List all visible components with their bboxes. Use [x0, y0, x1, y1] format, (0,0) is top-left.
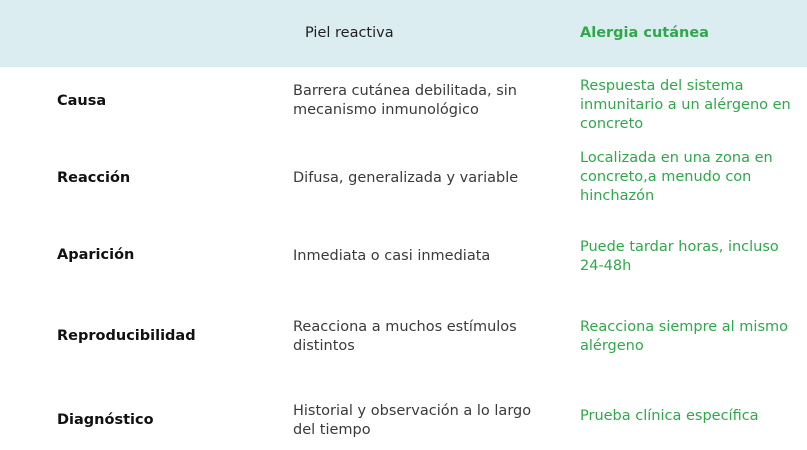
- cell-alergia-diagnostico: Prueba clínica específica: [580, 408, 759, 424]
- column-header-alergia-cutanea: Alergia cutánea: [580, 25, 709, 41]
- row-label-reaccion: Reacción: [57, 170, 131, 186]
- column-header-piel-reactiva: Piel reactiva: [305, 25, 394, 41]
- table-header: [0, 0, 807, 67]
- cell-piel-aparicion: Inmediata o casi inmediata: [293, 248, 491, 264]
- row-label-aparicion: Aparición: [57, 247, 135, 263]
- cell-alergia-causa: Respuesta del sistema inmunitario a un alérgeno en concreto: [580, 78, 791, 132]
- cell-piel-reproducibilidad: Reacciona a muchos estímulos distintos: [293, 319, 517, 354]
- cell-alergia-reproducibilidad: Reacciona siempre al mismo alérgeno: [580, 319, 788, 354]
- cell-piel-diagnostico: Historial y observación a lo largo del tiempo: [293, 403, 532, 438]
- cell-alergia-aparicion: Puede tardar horas, incluso 24-48h: [580, 239, 779, 274]
- row-label-reproducibilidad: Reproducibilidad: [57, 328, 196, 344]
- cell-piel-reaccion: Difusa, generalizada y variable: [293, 170, 519, 186]
- row-label-causa: Causa: [57, 93, 107, 109]
- cell-piel-causa: Barrera cutánea debilitada, sin mecanismo inmunológico: [293, 83, 517, 118]
- row-label-diagnostico: Diagnóstico: [57, 412, 154, 428]
- cell-alergia-reaccion: Localizada en una zona en concreto,a menudo con hinchazón: [580, 150, 773, 204]
